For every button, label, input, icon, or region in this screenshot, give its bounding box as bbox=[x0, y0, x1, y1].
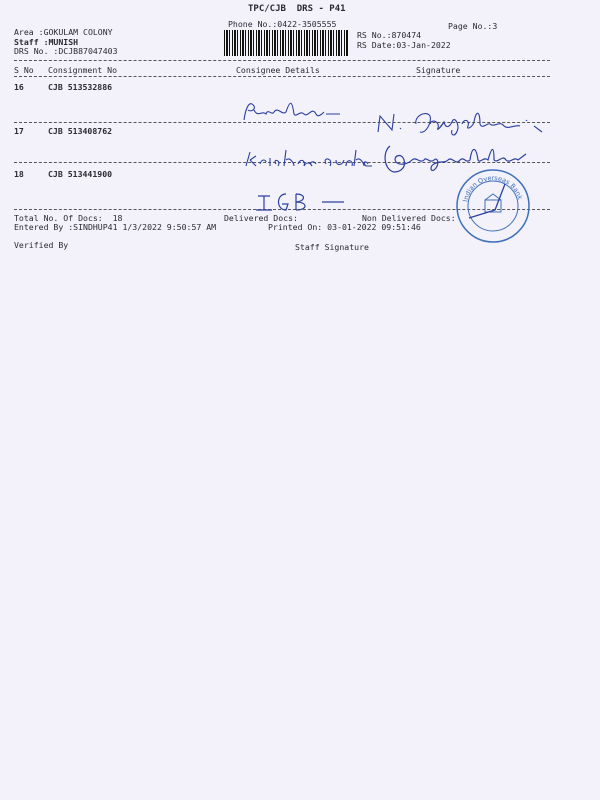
staff-label: Staff :MUNISH bbox=[14, 37, 79, 47]
drs-title: TPC/CJB DRS - P41 bbox=[248, 4, 346, 14]
entered-by: Entered By :SINDHUP41 1/3/2022 9:50:57 AM bbox=[14, 222, 217, 232]
col-sno: S No bbox=[14, 65, 34, 75]
handwriting-row17-name bbox=[242, 146, 382, 172]
rs-date: RS Date:03-Jan-2022 bbox=[357, 40, 451, 50]
staff-signature-label: Staff Signature bbox=[295, 242, 369, 252]
handwriting-row16-sign bbox=[370, 106, 550, 138]
handwriting-row16-name bbox=[240, 96, 350, 126]
non-delivered-docs: Non Delivered Docs: bbox=[362, 213, 456, 223]
col-signature: Signature bbox=[416, 65, 461, 75]
header-rule-bottom bbox=[14, 76, 550, 77]
row-16-consignment: CJB 513532886 bbox=[48, 82, 113, 92]
row-18-consignment: CJB 513441900 bbox=[48, 169, 113, 179]
bank-seal-stamp bbox=[455, 168, 531, 244]
phone-number: Phone No.:0422-3505555 bbox=[228, 19, 337, 29]
delivered-docs: Delivered Docs: bbox=[224, 213, 298, 223]
drs-number: DRS No. :DCJB87047403 bbox=[14, 46, 118, 56]
row-18-sno: 18 bbox=[14, 169, 24, 179]
svg-text:Indian Overseas Bank: Indian Overseas Bank bbox=[461, 173, 525, 203]
handwriting-row18-name bbox=[252, 186, 362, 216]
barcode bbox=[224, 30, 348, 56]
row-17-sno: 17 bbox=[14, 126, 24, 136]
printed-on: Printed On: 03-01-2022 09:51:46 bbox=[268, 222, 421, 232]
col-consignment: Consignment No bbox=[48, 65, 118, 75]
page-number: Page No.:3 bbox=[448, 21, 498, 31]
header-rule-top bbox=[14, 60, 550, 61]
area-label: Area :GOKULAM COLONY bbox=[14, 27, 113, 37]
col-consignee-details: Consignee Details bbox=[236, 65, 320, 75]
row-17-consignment: CJB 513408762 bbox=[48, 126, 113, 136]
total-docs: Total No. Of Docs: 18 bbox=[14, 213, 123, 223]
verified-by: Verified By bbox=[14, 240, 69, 250]
rs-number: RS No.:870474 bbox=[357, 30, 422, 40]
row-16-sno: 16 bbox=[14, 82, 24, 92]
